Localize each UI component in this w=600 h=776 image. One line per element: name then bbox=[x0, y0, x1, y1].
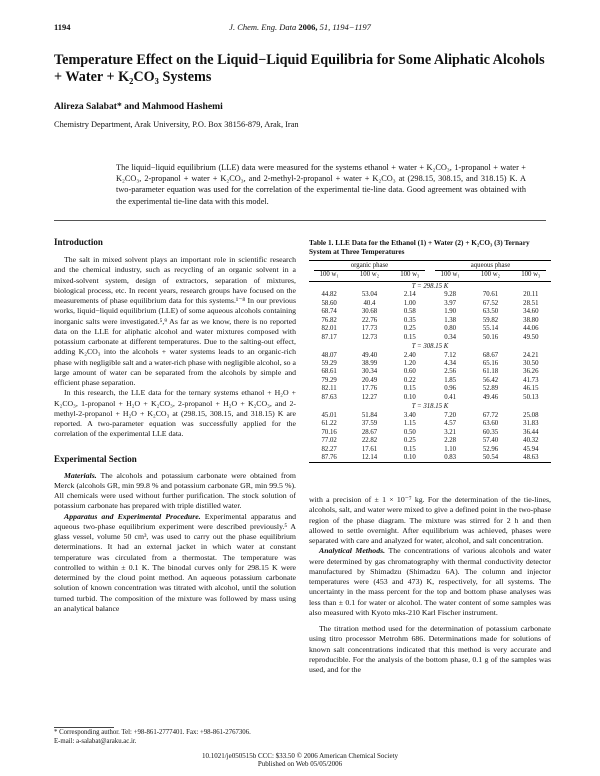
table-cell: 82.11 bbox=[321, 385, 337, 393]
table-row bbox=[309, 308, 551, 316]
table-cell: 61.18 bbox=[482, 368, 499, 376]
temperature-label: T = 318.15 K bbox=[411, 403, 449, 411]
table-cell: 4.34 bbox=[444, 359, 457, 367]
lle-data-table bbox=[309, 260, 551, 463]
materials-paragraph bbox=[54, 471, 296, 512]
table-cell: 77.02 bbox=[321, 437, 337, 445]
table-row bbox=[309, 385, 551, 393]
table-row bbox=[309, 352, 551, 360]
table-cell: 1.15 bbox=[403, 420, 416, 428]
table-cell: 0.10 bbox=[403, 393, 416, 401]
table-row bbox=[309, 334, 551, 342]
table-cell: 57.40 bbox=[482, 437, 499, 445]
journal-pages: 1194−1197 bbox=[332, 22, 371, 32]
table-row bbox=[309, 437, 551, 445]
left-column bbox=[54, 236, 296, 614]
table-cell: 58.60 bbox=[321, 299, 337, 307]
table-cell: 49.40 bbox=[361, 351, 378, 359]
table-cell: 87.17 bbox=[321, 333, 337, 341]
table-caption: Table 1. LLE Data for the Ethanol (1) + Water (2) + K₂CO₃ (3) Ternary System at Three Temperatures bbox=[309, 238, 530, 257]
table-cell: 0.25 bbox=[403, 437, 416, 445]
table-cell: 60.35 bbox=[482, 428, 499, 436]
table-row bbox=[309, 420, 551, 428]
table-row bbox=[309, 300, 551, 308]
temperature-row bbox=[309, 342, 551, 351]
footnote-contact: * Corresponding author. Tel: +98-861-2777401. Fax: +98-861-2767306. bbox=[54, 729, 251, 736]
table-cell: 50.13 bbox=[523, 393, 539, 401]
intro-paragraph-1: The salt in mixed solvent plays an important role in scientific research and the chemical industry, such as recycling of an organic solvent in a mixed-solvent system, design of extractors, separation of mixtures, biological process, etc. In recent years, research groups have focused on the measurements of phase equilibrium data for this systems.¹⁻⁸ In our previous works, liquid−liquid equilibrium (LLE) of some aqueous alcohols containing inorganic salts were investigated.⁵,⁹ As far as we know, there is no reported data on the LLE for aliphatic alcohol and water mixtures composed with potassium carbonate at different temperatures. Due to the salting-out effect, adding K₂CO₃ into the alcohols + water systems leads to an organic-rich phase with negligible salt and a water-rich phase with negligible alcohol, so a large amount of water can be separated from the alcohols by simple and efficient phase separation. bbox=[54, 255, 296, 387]
table-row bbox=[309, 394, 551, 402]
column-header: 100 w₂ bbox=[349, 271, 389, 281]
table-row bbox=[309, 325, 551, 333]
table-cell: 36.44 bbox=[523, 428, 539, 436]
table-cell: 38.80 bbox=[523, 316, 539, 324]
table-cell: 2.56 bbox=[444, 368, 457, 376]
table-cell: 36.26 bbox=[523, 368, 539, 376]
table-row bbox=[309, 429, 551, 437]
table-cell: 31.83 bbox=[523, 420, 539, 428]
column-header: 100 w₁ bbox=[430, 271, 470, 281]
table-cell: 0.35 bbox=[403, 316, 416, 324]
table-cell: 24.21 bbox=[523, 351, 539, 359]
table-cell: 45.01 bbox=[321, 411, 337, 419]
table-row bbox=[309, 368, 551, 376]
page-number: 1194 bbox=[54, 22, 71, 32]
temperature-label: T = 298.15 K bbox=[411, 282, 449, 290]
footer-doi: 10.1021/je050515b CCC: $33.50 © 2006 American Chemical Society bbox=[201, 752, 399, 760]
organic-phase-header: organic phase bbox=[309, 261, 430, 272]
table-cell: 7.20 bbox=[444, 411, 457, 419]
table-cell: 76.82 bbox=[321, 316, 337, 324]
analytical-subheading: Analytical Methods. bbox=[319, 546, 386, 556]
table-cell: 37.59 bbox=[361, 420, 378, 428]
journal-name: J. Chem. Eng. Data bbox=[229, 22, 297, 32]
table-cell: 30.50 bbox=[523, 359, 539, 367]
authors: Alireza Salabat* and Mahmood Hashemi bbox=[54, 101, 223, 112]
table-cell: 2.28 bbox=[444, 437, 457, 445]
apparatus-subheading: Apparatus and Experimental Procedure. bbox=[64, 511, 201, 521]
table-cell: 0.34 bbox=[444, 333, 457, 341]
table-cell: 52.96 bbox=[482, 445, 499, 453]
table-cell: 0.41 bbox=[444, 393, 457, 401]
materials-text: The alcohols and potassium carbonate were obtained from Merck (alcohols GR, min 99.8 % and potassium carbonate GR, min 99.5 %). All chemicals were used without further purification. The stock solution of potassium carbonate has prepared with triple distilled water. bbox=[54, 470, 296, 511]
table-cell: 4.57 bbox=[444, 420, 457, 428]
apparatus-text: Experimental apparatus and aqueous two-phase equilibrium experiment were described previously.⁵ A glass vessel, volume 50 cm³, was used to carry out the phase equilibrium determinations. It had an external jacket in which water at constant temperature was circulated from a thermostat. The temperature was controlled to within ± 0.1 K. The binodal curves only for 298.15 K were determined by the cloud point method. An aqueous potassium carbonate solution of known concentration was titrated with alcohol, until the solution turned turbid. The composition of the mixture was followed by mass using an analytical balance bbox=[54, 511, 296, 613]
intro-heading: Introduction bbox=[54, 237, 103, 247]
table-cell: 68.61 bbox=[321, 368, 337, 376]
table-cell: 68.67 bbox=[482, 351, 499, 359]
table-cell: 1.20 bbox=[403, 359, 416, 367]
table-cell: 12.73 bbox=[361, 333, 378, 341]
right-paragraph-3: The titration method used for the determination of potassium carbonate using titro processor Metrohm 686. Determinations made for solutions of known salt concentrations indicated that this method is very accurate and reproducible. For the analysis of the bottom phase, 0.1 g of the samples was used, and for the bbox=[309, 624, 551, 674]
table-cell: 1.38 bbox=[444, 316, 457, 324]
table-cell: 41.73 bbox=[523, 376, 539, 384]
table-cell: 0.15 bbox=[403, 445, 416, 453]
table-cell: 0.83 bbox=[430, 454, 470, 463]
table-cell: 28.51 bbox=[523, 299, 539, 307]
table-cell: 0.58 bbox=[403, 308, 416, 316]
table-cell: 20.11 bbox=[523, 291, 539, 299]
table-cell: 25.08 bbox=[523, 411, 539, 419]
journal-year: 2006, bbox=[298, 22, 318, 32]
table-cell: 79.29 bbox=[321, 376, 337, 384]
table-row bbox=[309, 454, 551, 463]
intro-paragraph-2: In this research, the LLE data for the ternary systems ethanol + H₂O + K₂CO₃, 1-propanol + H₂O + K₂CO₃, 2-propanol + H₂O + K₂CO₃, and 2-methyl-2-propanol + H₂O + K₂CO₃ at (298.15, 308.15, and 318.15) K are reported. A two-parameter equation was successfully applied for the correlation of the experimental LLE data. bbox=[54, 388, 296, 439]
table-cell: 50.54 bbox=[470, 454, 510, 463]
table-cell: 70.61 bbox=[482, 291, 499, 299]
table-cell: 2.40 bbox=[403, 351, 416, 359]
table-row bbox=[309, 317, 551, 325]
table-cell: 52.89 bbox=[482, 385, 499, 393]
table-row bbox=[309, 360, 551, 368]
table-cell: 30.68 bbox=[361, 308, 378, 316]
table-cell: 0.15 bbox=[403, 385, 416, 393]
temperature-row bbox=[309, 281, 551, 291]
table-cell: 67.72 bbox=[482, 411, 499, 419]
right-paragraph-1: with a precision of ± 1 × 10⁻⁷ kg. For the determination of the tie-lines, alcohols, salt, and water were mixed to give a defined point in the two-phase region of the phase diagram. The mixture was stirred for 2 h and then allowed to settle overnight. After equilibrium was achieved, phases were separated with care and analyzed for water, alcohol, and salt concentration. bbox=[309, 495, 551, 545]
experimental-heading: Experimental Section bbox=[54, 453, 137, 464]
table-cell: 7.12 bbox=[444, 351, 457, 359]
table-cell: 22.82 bbox=[361, 437, 378, 445]
table-cell: 1.00 bbox=[403, 299, 416, 307]
abstract: The liquid−liquid equilibrium (LLE) data were measured for the systems ethanol + water + K₂CO₃, 1-propanol + water + K₂CO₃, 2-propanol + water + K₂CO₃, and 2-methyl-2-propanol + water + K₂CO₃ at (298.15, 308.15, and 318.15) K. A two-parameter equation was used for the correlation of the experimental tie-line data. Good agreement was obtained with the experimental tie-line data with this model. bbox=[116, 163, 526, 206]
table-cell: 49.50 bbox=[523, 333, 539, 341]
table-cell: 0.80 bbox=[444, 325, 457, 333]
table-cell: 61.22 bbox=[321, 420, 337, 428]
table-cell: 1.85 bbox=[444, 376, 457, 384]
table-cell: 50.16 bbox=[482, 333, 499, 341]
table-cell: 46.15 bbox=[523, 385, 539, 393]
table-cell: 65.16 bbox=[482, 359, 499, 367]
table-cell: 17.73 bbox=[361, 325, 378, 333]
table-cell: 0.22 bbox=[403, 376, 416, 384]
affiliation: Chemistry Department, Arak University, P.O. Box 38156-879, Arak, Iran bbox=[54, 120, 299, 129]
table-cell: 49.46 bbox=[482, 393, 499, 401]
footnote bbox=[54, 729, 296, 746]
footer-published: Published on Web 05/05/2006 bbox=[257, 760, 343, 769]
table-cell: 51.84 bbox=[361, 411, 378, 419]
table-cell: 59.29 bbox=[321, 359, 337, 367]
page-footer bbox=[0, 752, 600, 769]
table-cell: 38.99 bbox=[361, 359, 378, 367]
table-cell: 0.50 bbox=[403, 428, 416, 436]
table-cell: 67.52 bbox=[482, 299, 499, 307]
journal-reference bbox=[54, 22, 546, 32]
table-cell: 0.96 bbox=[444, 385, 457, 393]
materials-subheading: Materials. bbox=[64, 470, 97, 480]
table-cell: 68.74 bbox=[321, 308, 337, 316]
table-cell: 2.14 bbox=[403, 291, 416, 299]
table-cell: 1.90 bbox=[444, 308, 457, 316]
footnote-email: E-mail: a-salabat@araku.ac.ir. bbox=[54, 737, 137, 745]
journal-volume: 51, bbox=[319, 22, 331, 32]
table-cell: 82.27 bbox=[321, 445, 337, 453]
table-cell: 9.28 bbox=[444, 291, 457, 299]
paper-title: Temperature Effect on the Liquid−Liquid Equilibria for Some Aliphatic Alcohols + Water + K₂CO₃ Systems bbox=[54, 52, 545, 85]
apparatus-paragraph bbox=[54, 512, 296, 615]
table-cell: 44.82 bbox=[321, 291, 337, 299]
footnote-divider bbox=[54, 727, 114, 728]
table-cell: 12.27 bbox=[361, 393, 378, 401]
table-cell: 0.10 bbox=[390, 454, 430, 463]
table-cell: 17.61 bbox=[361, 445, 378, 453]
table-cell: 55.14 bbox=[482, 325, 499, 333]
table-cell: 59.82 bbox=[482, 316, 499, 324]
column-header: 100 w₂ bbox=[470, 271, 510, 281]
table-cell: 56.42 bbox=[482, 376, 499, 384]
table-cell: 40.32 bbox=[523, 437, 539, 445]
table-cell: 48.07 bbox=[321, 351, 337, 359]
temperature-label: T = 308.15 K bbox=[411, 343, 449, 351]
running-header bbox=[54, 22, 546, 34]
table-cell: 20.49 bbox=[361, 376, 378, 384]
column-header: 100 w₃ bbox=[390, 271, 430, 281]
table-cell: 87.76 bbox=[309, 454, 349, 463]
table-cell: 40.4 bbox=[363, 299, 376, 307]
table-cell: 53.04 bbox=[361, 291, 378, 299]
table-cell: 3.21 bbox=[444, 428, 457, 436]
table-row bbox=[309, 412, 551, 420]
table-cell: 0.60 bbox=[403, 368, 416, 376]
table-cell: 34.60 bbox=[523, 308, 539, 316]
aqueous-phase-header: aqueous phase bbox=[430, 261, 551, 272]
table-cell: 3.97 bbox=[444, 299, 457, 307]
table-cell: 87.63 bbox=[321, 393, 337, 401]
table-cell: 12.14 bbox=[349, 454, 389, 463]
table-cell: 82.01 bbox=[321, 325, 337, 333]
table-cell: 63.60 bbox=[482, 420, 499, 428]
table-cell: 44.06 bbox=[523, 325, 539, 333]
column-header: 100 w₃ bbox=[511, 271, 551, 281]
table-cell: 0.25 bbox=[403, 325, 416, 333]
table-cell: 63.50 bbox=[482, 308, 499, 316]
table-cell: 45.94 bbox=[523, 445, 539, 453]
table-cell: 28.67 bbox=[361, 428, 378, 436]
table-cell: 70.16 bbox=[321, 428, 337, 436]
table-cell: 1.10 bbox=[444, 445, 457, 453]
table-cell: 30.34 bbox=[361, 368, 378, 376]
table-cell: 48.63 bbox=[511, 454, 551, 463]
analytical-paragraph bbox=[309, 546, 551, 618]
right-column bbox=[309, 495, 551, 675]
analytical-text: The concentrations of various alcohols and water were determined by gas chromatography with thermal conductivity detector manufactured by Shimadzu (Shimadzu 6A). The column and injector temperatures were (453 and 473) K, respectively, for all systems. The uncertainty in the mass percent for the top and bottom phase analyses was less than ± 0.1 for water or alcohol. The water content of some samples was also measured with Kyoto mks-210 Karl Fischer instrument. bbox=[309, 546, 551, 617]
table-cell: 17.76 bbox=[361, 385, 378, 393]
table-cell: 22.76 bbox=[361, 316, 378, 324]
table-row bbox=[309, 291, 551, 299]
table-cell: 0.15 bbox=[403, 333, 416, 341]
table-row bbox=[309, 446, 551, 454]
table-cell: 3.40 bbox=[403, 411, 416, 419]
abstract-divider bbox=[54, 220, 546, 221]
table-row bbox=[309, 377, 551, 385]
temperature-row bbox=[309, 402, 551, 411]
column-header: 100 w₁ bbox=[309, 271, 349, 281]
